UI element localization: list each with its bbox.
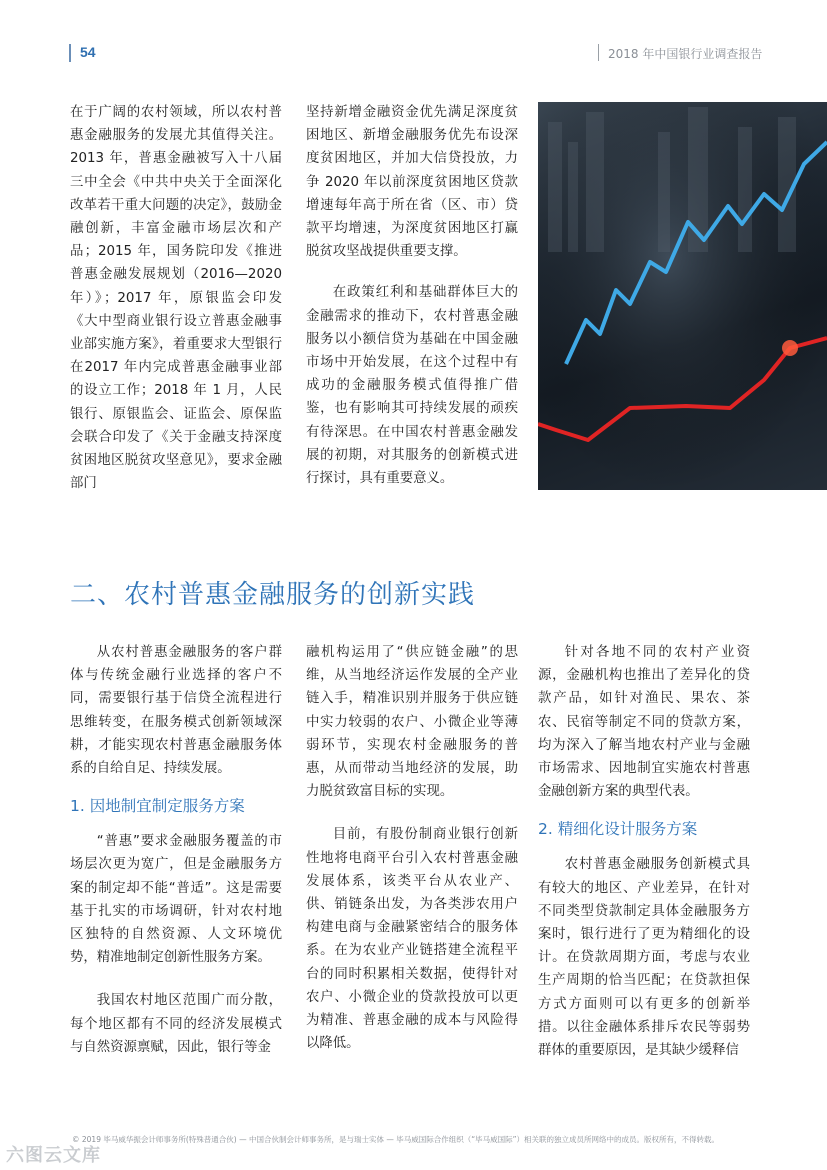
report-title: 2018 年中国银行业调查报告 [608,47,763,61]
paragraph: 针对各地不同的农村产业资源，金融机构也推出了差异化的贷款产品，如针对渔民、果农、茶农、民宿等制定不同的贷款方案，均为深入了解当地农村产业与金融市场需求、因地制宜实施农村普惠金融创新方案的典型代表。 [538,645,750,800]
subhead-1: 1. 因地制宜制定服务方案 [70,797,245,816]
bottom-column-1 [70,641,282,1059]
paragraph: 融机构运用了“供应链金融”的思维，从当地经济运作发展的全产业链入手，精准识别并服务于供应链中实力较弱的农户、小微企业等薄弱环节，实现农村金融服务的普惠，从而带动当地经济的发展，助力脱贫致富目标的实现。 [306,645,518,800]
header-bar [69,44,71,62]
section-title: 二、农村普惠金融服务的创新实践 [70,580,476,610]
page-number: 54 [80,44,96,60]
paragraph: 农村普惠金融服务创新模式具有较大的地区、产业差异，在针对不同类型贷款制定具体金融服务方案时，银行进行了更为精细化的设计。在贷款周期方面，考虑与农业生产周期的恰当匹配；在贷款担保方式方面则可以有更多的创新举措。以往金融体系排斥农民等弱势群体的重要原因，是其缺少缓释信 [538,857,750,1059]
paragraph: 我国农村地区范围广而分散，每个地区都有不同的经济发展模式与自然资源禀赋，因此，银行等金 [70,993,282,1055]
paragraph: 从农村普惠金融服务的客户群体与传统金融行业选择的客户不同，需要银行基于信贷全流程进行思维转变，在服务模式创新领域深耕，才能实现农村普惠金融服务体系的自给自足、持续发展。 [70,645,282,777]
paragraph: 目前，有股份制商业银行创新性地将电商平台引入农村普惠金融发展体系，该类平台从农业产、供、销链条出发，为各类涉农用户构建电商与金融紧密结合的服务体系。在为农业产业链搭建全流程平台的同时积累相关数据，使得针对农户、小微企业的贷款投放可以更为精准、普惠金融的成本与风险得以降低。 [306,827,518,1052]
bottom-column-2 [306,641,518,1055]
watermark: 六图云文库 [6,1145,101,1166]
paragraph: 在政策红利和基础群体巨大的金融需求的推动下，农村普惠金融服务以小额信贷为基础在中国金融市场中开始发展，在这个过程中有成功的金融服务模式值得推广借鉴，也有影响其可持续发展的顽疾有待深思。在中国农村普惠金融发展的初期，对其服务的创新模式进行探讨，具有重要意义。 [306,285,518,487]
footer-copyright: © 2019 毕马威华振会计师事务所(特殊普通合伙) — 中国合伙制会计师事务所，是与瑞士实体 — 毕马威国际合作组织（“毕马威国际”）相关联的独立成员所网络中的成员。版权所有，不得转载。 [72,1135,720,1144]
subhead-2: 2. 精细化设计服务方案 [538,820,698,839]
top-column-2 [306,101,518,490]
header-divider [598,44,599,61]
stock-chart-photo [538,102,827,490]
bottom-column-3 [538,641,750,1062]
top-column-1 [70,101,282,495]
red-glow-point [782,340,798,356]
paragraph: “普惠”要求金融服务覆盖的市场层次更为宽广，但是金融服务方案的制定却不能“普适”。这是需要基于扎实的市场调研，针对农村地区独特的自然资源、人文环境优势，精准地制定创新性服务方案。 [70,834,282,966]
paragraph: 坚持新增金融资金优先满足深度贫困地区、新增金融服务优先布设深度贫困地区，并加大信贷投放，力争 2020 年以前深度贫困地区贷款增速每年高于所在省（区、市）贷款平均增速，为深度贫困地区打赢脱贫攻坚战提供重要支撑。 [306,105,518,260]
paragraph: 在于广阔的农村领域，所以农村普惠金融服务的发展尤其值得关注。2013 年，普惠金融被写入十八届三中全会《中共中央关于全面深化改革若干重大问题的决定》，鼓励金融创新，丰富金融市场层次和产品；2015 年，国务院印发《推进普惠金融发展规划（2016—2020年）》；2017 年，原银监会印发《大中型商业银行设立普惠金融事业部实施方案》，着重要求大型银行在2017 年内完成普惠金融事业部的设立工作；2018 年 1 月，人民银行、原银监会、证监会、原保监会联合印发了《关于金融支持深度贫困地区脱贫攻坚意见》，要求金融部门 [70,105,282,492]
